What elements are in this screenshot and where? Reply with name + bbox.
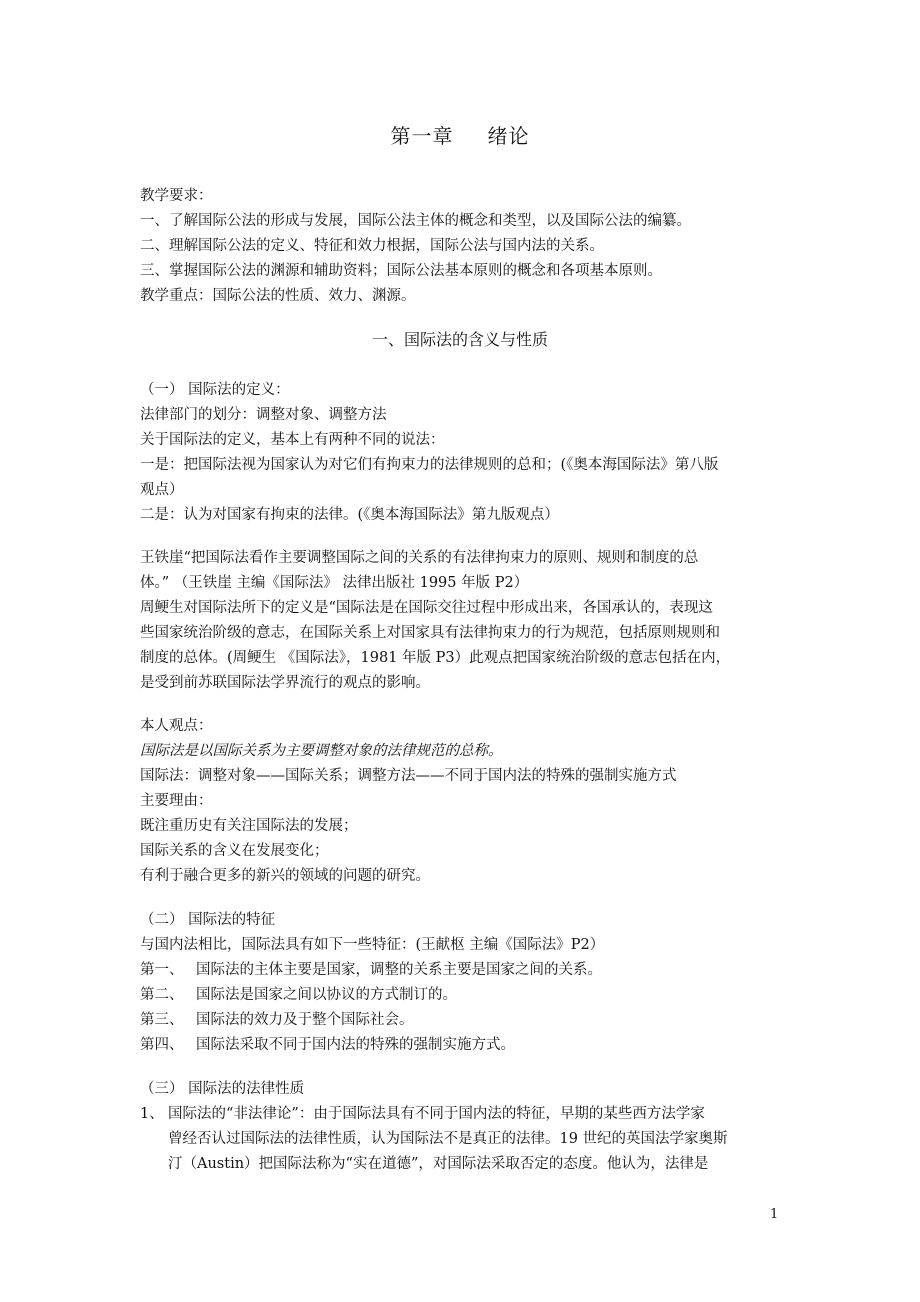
definition-line-5: 二是：认为对国家有拘束的法律。(《奥本海国际法》第九版观点）	[140, 507, 559, 523]
nature-line-3: 汀（Austin）把国际法称为“实在道德”，对国际法采取否定的态度。他认为，法律是	[168, 1156, 709, 1172]
requirement-item-2: 二、理解国际公法的定义、特征和效力根据，国际公法与国内法的关系。	[140, 238, 604, 254]
nature-item-1	[140, 1104, 790, 1124]
scholar-line-4: 些国家统治阶级的意志，在国际关系上对国家具有法律拘束力的行为规范，包括原则规则和	[140, 625, 720, 641]
subsection-3-heading: （三） 国际法的法律性质	[140, 1081, 305, 1097]
features-intro: 与国内法相比，国际法具有如下一些特征：(王献枢 主编《国际法》P2）	[140, 937, 605, 953]
opinion-label: 本人观点：	[140, 718, 213, 734]
chapter-label: 第一章	[390, 124, 454, 148]
requirement-item-1: 一、了解国际公法的形成与发展，国际公法主体的概念和类型，以及国际公法的编纂。	[140, 213, 691, 229]
reason-line-4: 国际关系的含义在发展变化；	[140, 843, 329, 859]
nature-line-2: 曾经否认过国际法的法律性质，认为国际法不是真正的法律。19 世纪的英国法学家奥斯	[168, 1131, 728, 1147]
feature-text-2: 国际法是国家之间以协议的方式制订的。	[196, 987, 457, 1003]
requirement-item-3: 三、掌握国际公法的渊源和辅助资料；国际公法基本原则的概念和各项基本原则。	[140, 263, 662, 279]
definition-line-3: 一是：把国际法视为国家认为对它们有拘束力的法律规则的总和；(《奥本海国际法》第八版	[140, 457, 719, 473]
page-number: 1	[770, 1207, 779, 1222]
definition-line-4: 观点）	[140, 482, 184, 498]
reason-line-5: 有利于融合更多的新兴的领域的问题的研究。	[140, 868, 430, 884]
feature-item-1	[140, 960, 790, 980]
scholar-line-2: 体。” （王铁崖 主编《国际法》 法律出版社 1995 年版 P2）	[140, 575, 529, 591]
nature-line-1: 国际法的“非法律论”：由于国际法具有不同于国内法的特征，早期的某些西方法学家	[168, 1106, 705, 1122]
feature-text-4: 国际法采取不同于国内法的特殊的强制实施方式。	[196, 1037, 515, 1053]
chapter-name: 绪论	[487, 124, 530, 148]
teaching-focus: 教学重点：国际公法的性质、效力、渊源。	[140, 288, 416, 304]
feature-text-1: 国际法的主体主要是国家，调整的关系主要是国家之间的关系。	[196, 962, 602, 978]
scholar-line-1: 王铁崖“把国际法看作主要调整国际之间的关系的有法律拘束力的原则、规则和制度的总	[140, 550, 699, 566]
feature-item-2	[140, 985, 790, 1005]
section-heading-text: 一、国际法的含义与性质	[371, 330, 548, 349]
section-heading	[0, 328, 920, 352]
feature-num-3: 第三、	[140, 1012, 184, 1028]
feature-num-4: 第四、	[140, 1037, 184, 1053]
scholar-line-6: 是受到前苏联国际法学界流行的观点的影响。	[140, 675, 430, 691]
reason-line-3: 既注重历史有关注国际法的发展；	[140, 818, 358, 834]
feature-item-4	[140, 1035, 790, 1055]
requirements-label: 教学要求：	[140, 188, 213, 204]
reason-line-2: 主要理由：	[140, 793, 213, 809]
scholar-line-5: 制度的总体。(周鲠生 《国际法》，1981 年版 P3）此观点把国家统治阶级的意志包括在内，	[140, 650, 731, 666]
feature-text-3: 国际法的效力及于整个国际社会。	[196, 1012, 414, 1028]
feature-num-2: 第二、	[140, 987, 184, 1003]
reason-line-1: 国际法：调整对象——国际关系；调整方法——不同于国内法的特殊的强制实施方式	[140, 768, 677, 784]
scholar-line-3: 周鲠生对国际法所下的定义是“国际法是在国际交往过程中形成出来，各国承认的，表现这	[140, 600, 713, 616]
subsection-2-heading: （二） 国际法的特征	[140, 912, 276, 928]
feature-item-3	[140, 1010, 790, 1030]
subsection-1-heading: （一） 国际法的定义：	[140, 382, 290, 398]
opinion-text: 国际法是以国际关系为主要调整对象的法律规范的总称。	[140, 743, 503, 759]
feature-num-1: 第一、	[140, 962, 184, 978]
chapter-title	[0, 122, 920, 150]
nature-item-num: 1、	[140, 1106, 164, 1122]
definition-line-1: 法律部门的划分：调整对象、调整方法	[140, 407, 387, 423]
definition-line-2: 关于国际法的定义，基本上有两种不同的说法：	[140, 432, 445, 448]
